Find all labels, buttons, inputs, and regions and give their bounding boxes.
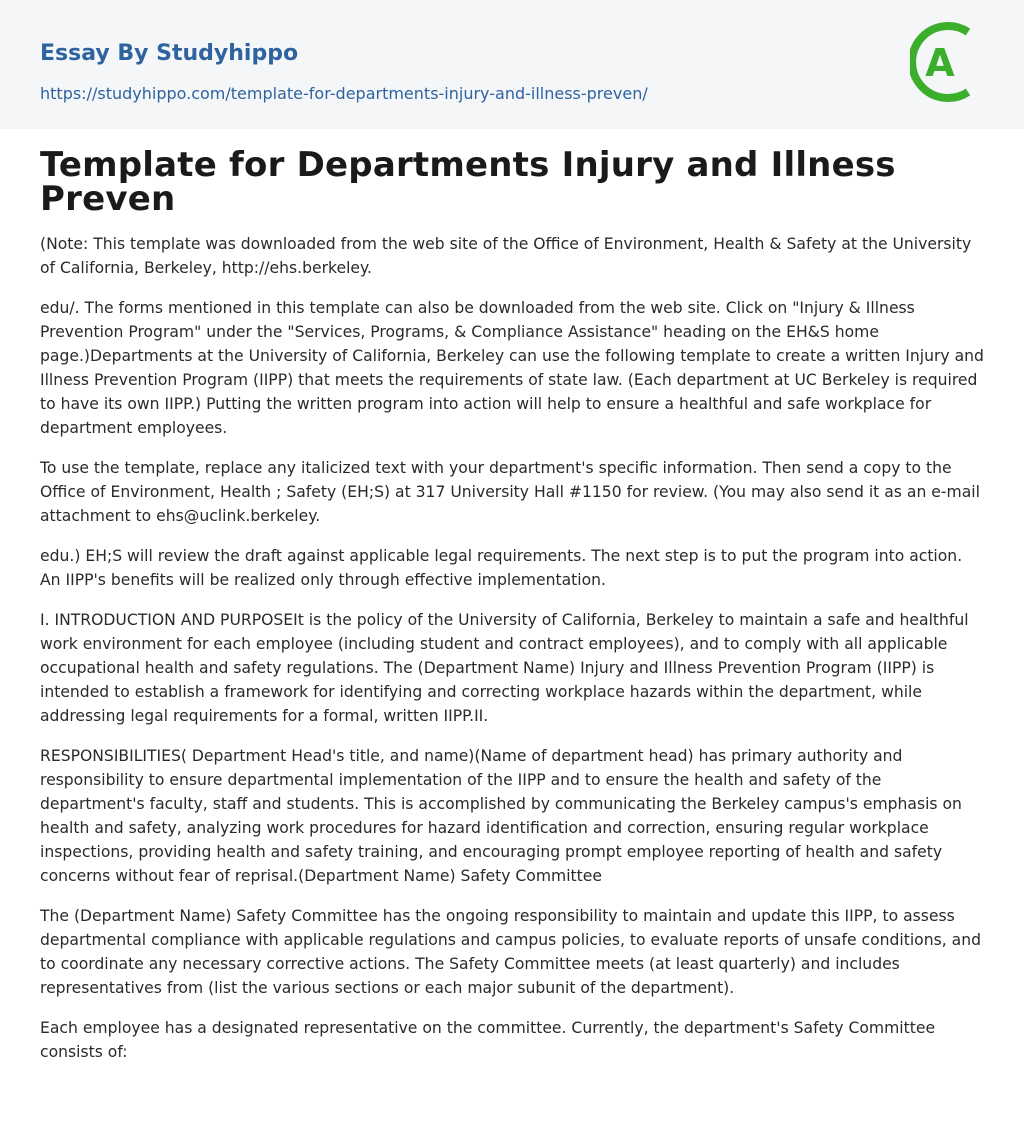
source-url-link[interactable]: https://studyhippo.com/template-for-departments-injury-and-illness-preven/ bbox=[40, 84, 648, 103]
article bbox=[0, 129, 1024, 1064]
article-paragraph: edu.) EH;S will review the draft against applicable legal requirements. The next step is to put the program into action. An IIPP's benefits will be realized only through effective implementation. bbox=[40, 547, 963, 589]
article-paragraph: To use the template, replace any italicized text with your department's specific information. Then send a copy to the Office of Environment, Health ; Safety (EH;S) at 317 University Hall #1150 for review. (You may also send it as an e-mail attachment to ehs@uclink.berkeley. bbox=[40, 459, 980, 525]
article-title: Template for Departments Injury and Illness Preven bbox=[40, 145, 896, 219]
article-paragraph: (Note: This template was downloaded from the web site of the Office of Environment, Health & Safety at the University of California, Berkeley, http://ehs.berkeley. bbox=[40, 235, 972, 277]
site-header bbox=[0, 0, 1024, 129]
studyhippo-logo-icon[interactable] bbox=[910, 18, 988, 106]
logo-letter: A bbox=[925, 41, 955, 85]
article-paragraph: RESPONSIBILITIES( Department Head's title, and name)(Name of department head) has primary authority and responsibility to ensure departmental implementation of the IIPP and to ensure the health and safety of the department's faculty, staff and students. This is accomplished by communicating the Berkeley campus's emphasis on health and safety, analyzing work procedures for hazard identification and correction, ensuring regular workplace inspections, providing health and safety training, and encouraging prompt employee reporting of health and safety concerns without fear of reprisal.(Department Name) Safety Committee bbox=[40, 747, 962, 885]
article-paragraph: I. INTRODUCTION AND PURPOSEIt is the policy of the University of California, Berkeley to maintain a safe and healthful work environment for each employee (including student and contract employees), and to comply with all applicable occupational health and safety regulations. The (Department Name) Injury and Illness Prevention Program (IIPP) is intended to establish a framework for identifying and correcting workplace hazards within the department, while addressing legal requirements for a formal, written IIPP.II. bbox=[40, 611, 969, 725]
article-body bbox=[40, 232, 984, 1064]
article-paragraph: The (Department Name) Safety Committee has the ongoing responsibility to maintain and update this IIPP, to assess departmental compliance with applicable regulations and campus policies, to evaluate reports of unsafe conditions, and to coordinate any necessary corrective actions. The Safety Committee meets (at least quarterly) and includes representatives from (list the various sections or each major subunit of the department). bbox=[40, 907, 981, 997]
article-paragraph: edu/. The forms mentioned in this template can also be downloaded from the web site. Click on "Injury & Illness Prevention Program" under the "Services, Programs, & Compliance Assistance" heading on the EH&S home page.)Departments at the University of California, Berkeley can use the following template to create a written Injury and Illness Prevention Program (IIPP) that meets the requirements of state law. (Each department at UC Berkeley is required to have its own IIPP.) Putting the written program into action will help to ensure a healthful and safe workplace for department employees. bbox=[40, 299, 984, 437]
article-paragraph: Each employee has a designated representative on the committee. Currently, the department's Safety Committee consists of: bbox=[40, 1019, 936, 1061]
site-brand[interactable]: Essay By Studyhippo bbox=[40, 41, 299, 66]
